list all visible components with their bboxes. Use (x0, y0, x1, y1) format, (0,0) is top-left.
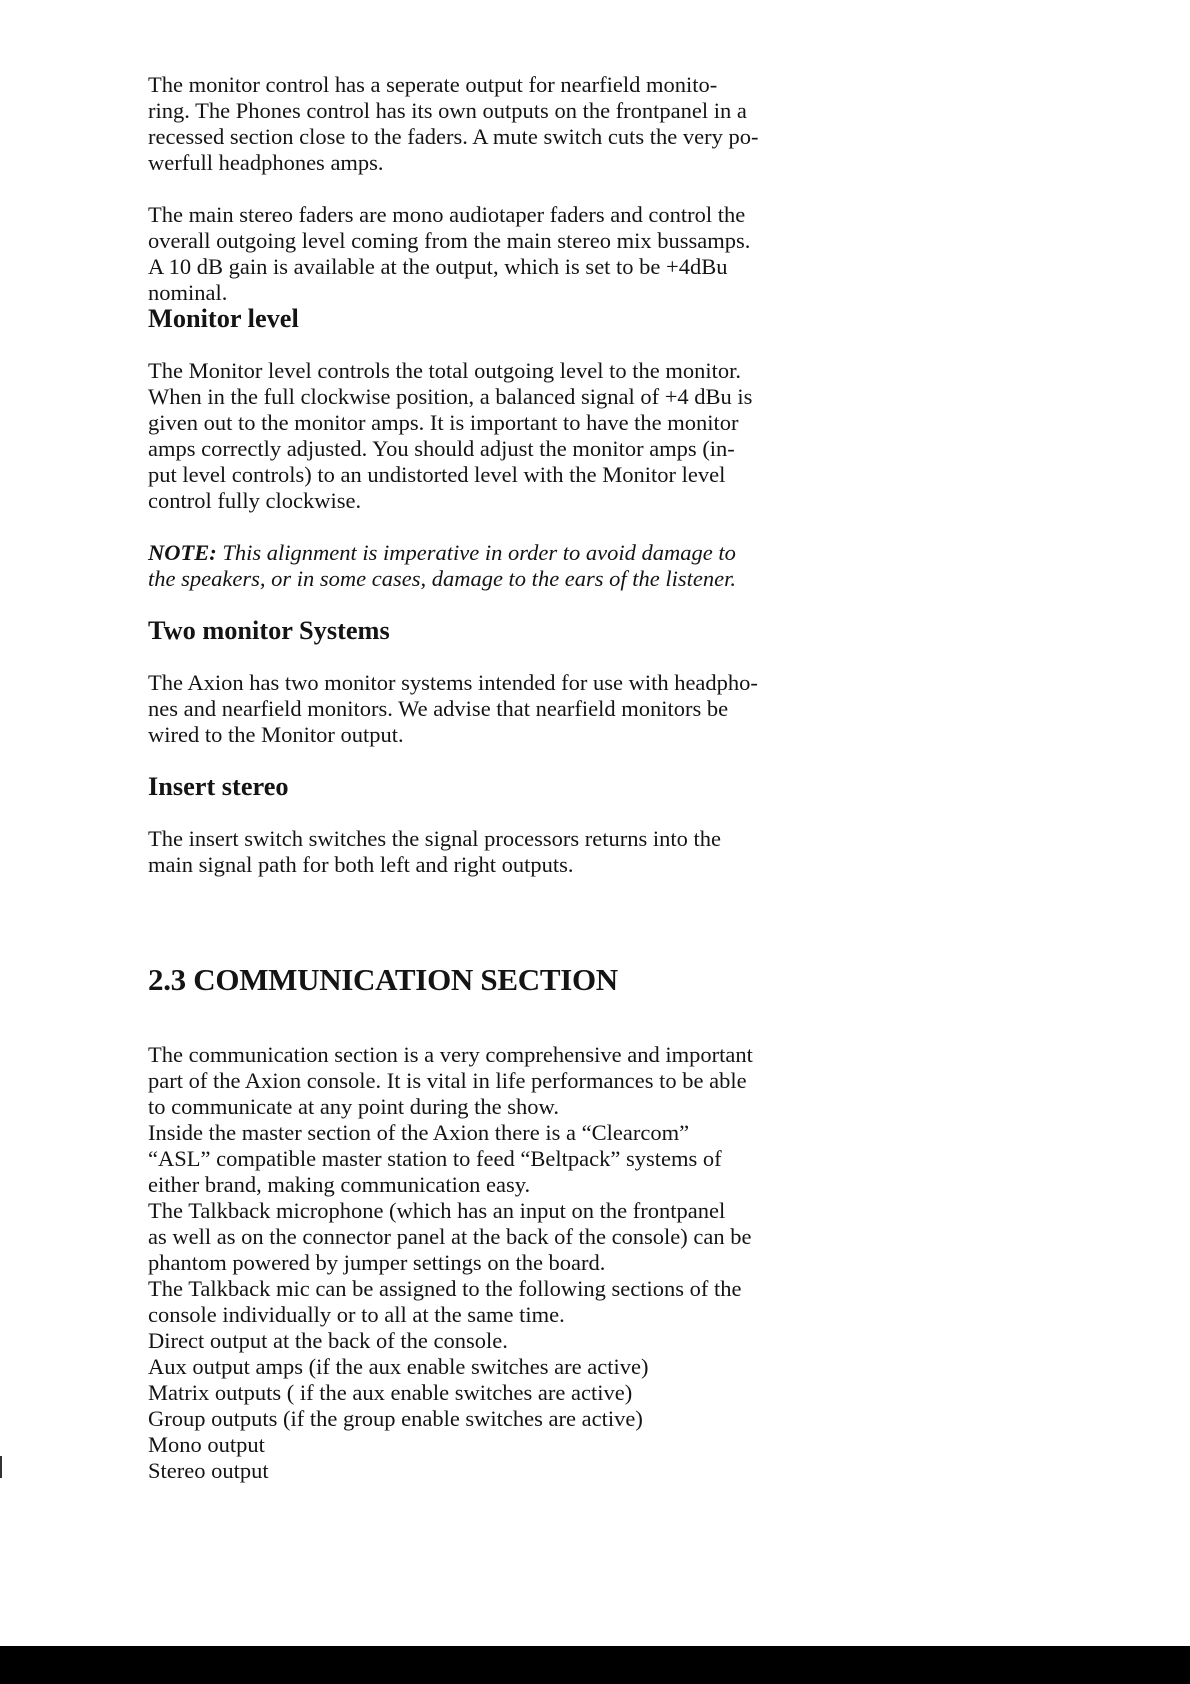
heading-insert-stereo: Insert stereo (148, 772, 289, 801)
text-line: The communication section is a very comprehensive and important (148, 1042, 753, 1067)
text-line: The main stereo faders are mono audiotaper faders and control the (148, 202, 746, 227)
text-line: to communicate at any point during the show. (148, 1094, 559, 1119)
scan-bottom-border (0, 1646, 1190, 1684)
text-line: either brand, making communication easy. (148, 1172, 531, 1197)
text-line: Inside the master section of the Axion there is a “Clearcom” (148, 1120, 690, 1145)
document-page (148, 72, 808, 1484)
list-item: Mono output (148, 1432, 265, 1457)
spacer (148, 800, 808, 826)
note-text: This alignment is imperative in order to avoid damage to (216, 540, 736, 565)
paragraph-insert-stereo (148, 826, 808, 878)
spacer (148, 332, 808, 358)
spacer (148, 878, 808, 962)
heading-two-monitor-systems: Two monitor Systems (148, 616, 390, 645)
text-line: The Monitor level controls the total outgoing level to the monitor. (148, 358, 742, 383)
text-line: werfull headphones amps. (148, 150, 384, 175)
text-line: The Talkback mic can be assigned to the following sections of the (148, 1276, 742, 1301)
text-line: given out to the monitor amps. It is important to have the monitor (148, 410, 739, 435)
note-paragraph (148, 540, 808, 592)
text-line: console individually or to all at the same time. (148, 1302, 565, 1327)
spacer (148, 592, 808, 618)
note-line: the speakers, or in some cases, damage to the ears of the listener. (148, 566, 737, 591)
text-line: nominal. (148, 280, 228, 305)
text-line: “ASL” compatible master station to feed “Beltpack” systems of (148, 1146, 722, 1171)
section-title: 2.3 COMMUNICATION SECTION (148, 962, 618, 997)
list-item: Matrix outputs ( if the aux enable switches are active) (148, 1380, 633, 1405)
paragraph-monitor-control (148, 72, 808, 176)
spacer (148, 644, 808, 670)
heading-monitor-level: Monitor level (148, 304, 299, 333)
text-line: When in the full clockwise position, a balanced signal of +4 dBu is (148, 384, 753, 409)
text-line: wired to the Monitor output. (148, 722, 404, 747)
spacer (148, 176, 808, 202)
text-line: put level controls) to an undistorted level with the Monitor level (148, 462, 726, 487)
text-line: nes and nearfield monitors. We advise that nearfield monitors be (148, 696, 729, 721)
text-line: as well as on the connector panel at the back of the console) can be (148, 1224, 752, 1249)
note-label: NOTE: (148, 540, 217, 565)
paragraph-monitor-level (148, 358, 808, 514)
text-line: phantom powered by jumper settings on the board. (148, 1250, 606, 1275)
scan-edge-mark (0, 1456, 2, 1478)
text-line: recessed section close to the faders. A mute switch cuts the very po- (148, 124, 759, 149)
text-line: ring. The Phones control has its own outputs on the frontpanel in a (148, 98, 747, 123)
list-item: Group outputs (if the group enable switches are active) (148, 1406, 643, 1431)
text-line: main signal path for both left and right outputs. (148, 852, 574, 877)
paragraph-main-stereo-faders (148, 202, 808, 306)
list-item: Direct output at the back of the console. (148, 1328, 508, 1353)
paragraph-communication-section (148, 1042, 808, 1484)
spacer (148, 748, 808, 774)
list-item: Aux output amps (if the aux enable switches are active) (148, 1354, 649, 1379)
text-line: control fully clockwise. (148, 488, 362, 513)
text-line: A 10 dB gain is available at the output, which is set to be +4dBu (148, 254, 728, 279)
text-line: The Talkback microphone (which has an input on the frontpanel (148, 1198, 726, 1223)
text-line: The insert switch switches the signal processors returns into the (148, 826, 722, 851)
paragraph-two-monitor-systems (148, 670, 808, 748)
spacer (148, 998, 808, 1042)
text-line: amps correctly adjusted. You should adjust the monitor amps (in- (148, 436, 735, 461)
text-line: part of the Axion console. It is vital in life performances to be able (148, 1068, 747, 1093)
text-line: The monitor control has a seperate output for nearfield monito- (148, 72, 718, 97)
note-line (148, 540, 808, 566)
list-item: Stereo output (148, 1458, 269, 1483)
text-line: The Axion has two monitor systems intended for use with headpho- (148, 670, 758, 695)
spacer (148, 514, 808, 540)
text-line: overall outgoing level coming from the main stereo mix bussamps. (148, 228, 751, 253)
